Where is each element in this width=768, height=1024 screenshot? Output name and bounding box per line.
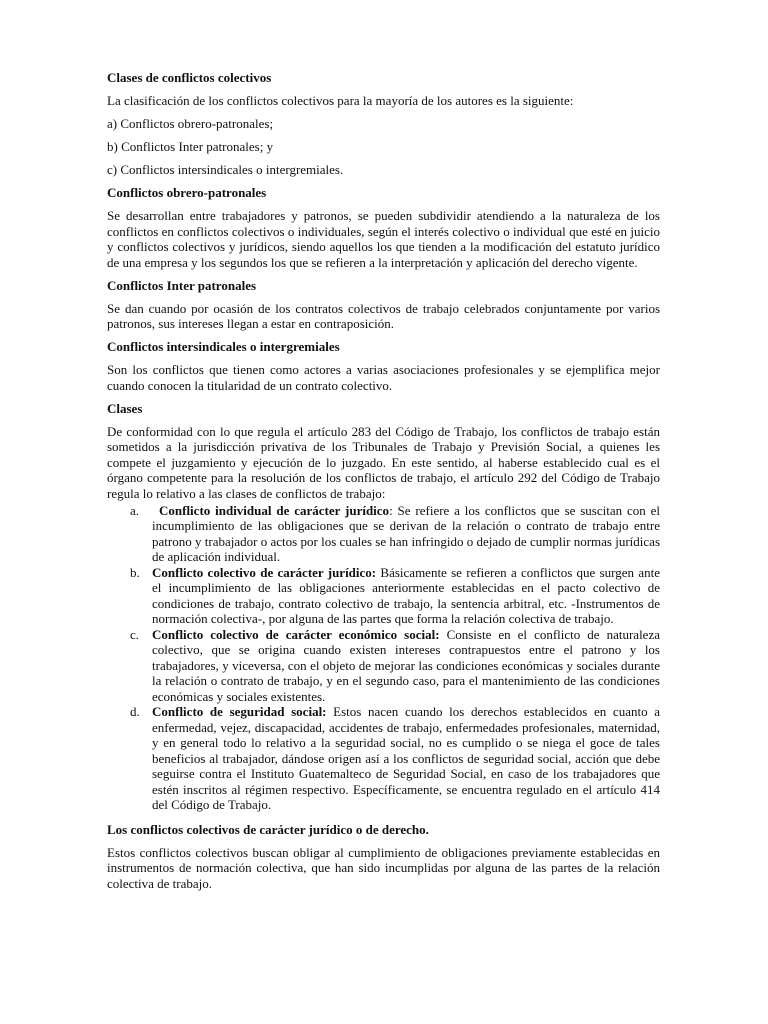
intro-paragraph: La clasificación de los conflictos colectivos para la mayoría de los autores es la siguiente: [107, 93, 574, 108]
list-item-separator: : [389, 502, 393, 518]
type-item-c: c) Conflictos intersindicales o intergremiales. [107, 162, 344, 177]
list-item-text: Se refiere a los conflictos que se suscitan con el incumplimiento de las obligaciones que se derivan de la relación o contrato de trabajo entre patrono y trabajador o actos por los cuales se han infringido o dejado de cumplir normas jurídicas de aplicación individual. [152, 502, 660, 564]
conflict-classes-list [107, 503, 660, 813]
list-item-term: Conflicto individual de carácter jurídico [159, 502, 390, 518]
section-heading-clases: Clases [107, 400, 143, 416]
list-item-term: Conflicto de seguridad social: [152, 704, 327, 719]
list-marker: b. [130, 564, 140, 580]
type-item-a: a) Conflictos obrero-patronales; [107, 116, 274, 131]
section-body-clases: De conformidad con lo que regula el artículo 283 del Código de Trabajo, los conflictos de trabajo están sometidos a la jurisdicción privativa de los Tribunales de Trabajo y Previsión Social, a quienes les compete el juzgamiento y ejecución de lo juzgado. En este sentido, al haberse establecido cual es el órgano competente para la resolución de los conflictos de trabajo, el artículo 292 del Código de Trabajo regula lo relativo a las clases de conflictos de trabajo: [107, 423, 660, 501]
section-heading-obrero-patronales: Conflictos obrero-patronales [107, 185, 267, 200]
list-item [107, 627, 660, 705]
document-body [107, 70, 660, 899]
list-item [107, 704, 660, 813]
list-marker: d. [130, 704, 140, 719]
final-section-heading: Los conflictos colectivos de carácter jurídico o de derecho. [107, 821, 429, 837]
list-item-term: Conflicto colectivo de carácter económico social: [152, 626, 440, 642]
list-item [107, 565, 660, 627]
type-item-b: b) Conflictos Inter patronales; y [107, 139, 274, 154]
list-item [107, 503, 660, 565]
section-body-inter-patronales: Se dan cuando por ocasión de los contratos colectivos de trabajo celebrados conjuntamente por varios patronos, sus intereses llegan a estar en contraposición. [107, 300, 660, 331]
document-title: Clases de conflictos colectivos [107, 70, 272, 85]
list-item-text: Estos nacen cuando los derechos establecidos en cuanto a enfermedad, vejez, discapacidad, accidentes de trabajo, enfermedades profesionales, maternidad, y en general todo lo relativo a la seguridad social, no es cumplido o se niega el goce de tales beneficios al trabajador, dándose origen así a los conflictos de seguridad social, acción que debe seguirse contra el Instituto Guatemalteco de Seguridad Social, en caso de los trabajadores que estén inscritos al régimen respectivo. Específicamente, se encuentra regulado en el artículo 414 del Código de Trabajo. [152, 704, 660, 812]
section-body-obrero-patronales: Se desarrollan entre trabajadores y patronos, se pueden subdividir atendiendo a la naturaleza de los conflictos en conflictos colectivos o individuales, según el interés colectivo o individual que esté en juicio y conflictos colectivos y jurídicos, siendo aquellos los que tienden a la modificación del estatuto jurídico de una empresa y los segundos los que se refieren a la interpretación y aplicación del derecho vigente. [107, 208, 660, 270]
list-item-term: Conflicto colectivo de carácter jurídico: [152, 564, 377, 580]
list-marker: c. [130, 626, 140, 642]
section-heading-inter-patronales: Conflictos Inter patronales [107, 277, 257, 293]
list-marker: a. [130, 502, 140, 518]
section-heading-intersindicales: Conflictos intersindicales o intergremiales [107, 339, 340, 354]
list-item-text: Básicamente se refieren a conflictos que surgen ante el incumplimiento de las obligaciones anteriormente establecidas en el pacto colectivo de condiciones de trabajo, contrato colectivo de trabajo, la sentencia arbitral, etc. -Instrumentos de normación colectiva-, por alguna de las partes que forma la relación colectiva de trabajo. [152, 564, 660, 626]
section-body-intersindicales: Son los conflictos que tienen como actores a varias asociaciones profesionales y se ejemplifica mejor cuando conocen la titularidad de un contrato colectivo. [107, 362, 660, 393]
final-section-body: Estos conflictos colectivos buscan obligar al cumplimiento de obligaciones previamente establecidas en instrumentos de normación colectiva, que han sido incumplidas por alguna de las partes de la relación colectiva de trabajo. [107, 844, 660, 891]
list-item-text: Consiste en el conflicto de naturaleza colectivo, que se origina cuando existen intereses contrapuestos entre el patrono y los trabajadores, y viceversa, con el objeto de mejorar las condiciones económicas y sociales durante la relación o contrato de trabajo, y en el segundo caso, para el mantenimiento de las condiciones económicas y sociales existentes. [152, 626, 660, 704]
